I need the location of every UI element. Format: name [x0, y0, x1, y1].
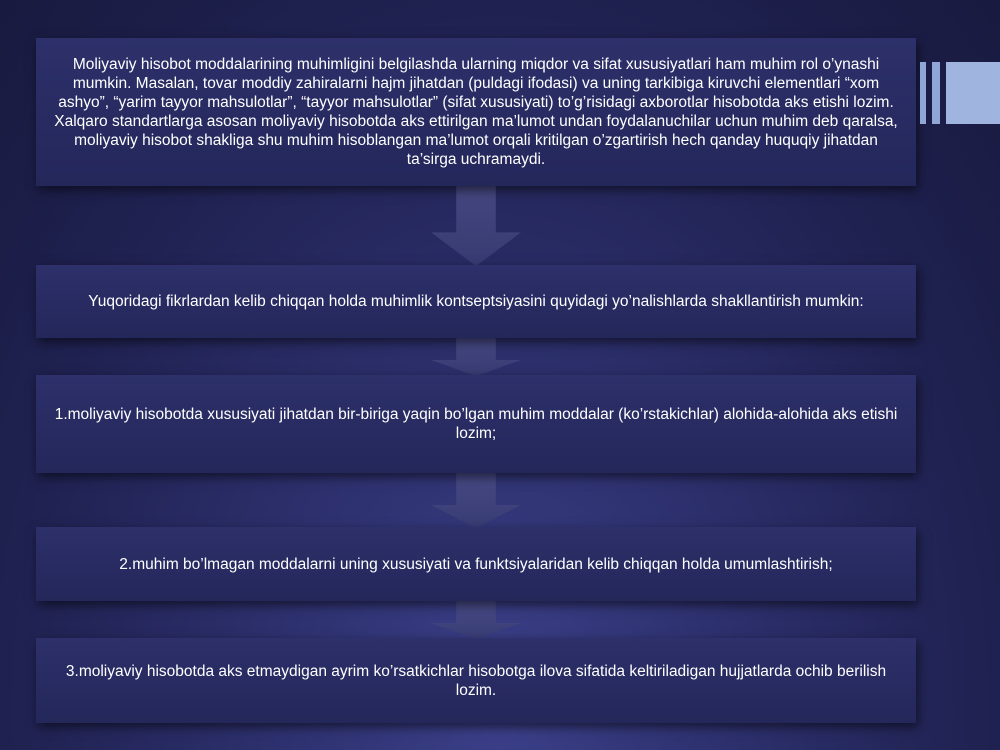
decor-bar	[946, 62, 1000, 124]
flow-box-text: Yuqoridagi fikrlardan kelib chiqqan holda muhimlik kontseptsiyasini quyidagi yo’nalishlarda shakllantirish mumkin:	[88, 293, 864, 310]
flow-box-lead	[36, 265, 916, 338]
flow-box-intro	[36, 38, 916, 186]
flow-box-point-3	[36, 638, 916, 723]
corner-decoration	[920, 62, 1000, 124]
flow-box-text: Moliyaviy hisobot moddalarining muhimligini belgilashda ularning miqdor va sifat xususiyatlari ham muhim rol o’ynashi mumkin. Masalan, tovar moddiy zahiralarni hajm jihatdan (puldagi ifodasi) va uning tarkibiga kiruvchi elementlari “xom ashyo”, “yarim tayyor mahsulotlar”, “tayyor mahsulotlar” (sifat xususiyati) to’g’risidagi axborotlar hisobotda aks etishi lozim. Xalqaro standartlarga asosan moliyaviy hisobotda aks ettirilgan ma’lumot undan foydalanuchilar uchun muhim deb qaralsa, moliyaviy hisobot shakliga shu muhim hisoblangan ma’lumot orqali kritilgan o’zgartirish hech qanday huquqiy jihatdan ta’sirga uchramaydi.	[54, 56, 898, 168]
flow-box-point-1	[36, 375, 916, 473]
flow-arrow-down	[431, 601, 521, 639]
flow-box-text: 3.moliyaviy hisobotda aks etmaydigan ayrim ko’rsatkichlar hisobotga ilova sifatida keltiriladigan hujjatlarda ochib berilish lozim.	[65, 662, 887, 699]
flow-arrow-down	[431, 186, 521, 266]
flow-arrow-down	[431, 473, 521, 528]
flow-arrow-down	[431, 338, 521, 376]
flow-box-point-2	[36, 527, 916, 601]
flow-box-text: 2.muhim bo’lmagan moddalarni uning xususiyati va funktsiyalaridan kelib chiqqan holda umumlashtirish;	[119, 555, 833, 573]
decor-bar	[932, 62, 940, 124]
decor-bar	[920, 62, 926, 124]
flow-box-text: 1.moliyaviy hisobotda xususiyati jihatdan bir-biriga yaqin bo’lgan muhim moddalar (ko’rstakichlar) alohida-alohida aks etishi lozim;	[54, 406, 898, 442]
